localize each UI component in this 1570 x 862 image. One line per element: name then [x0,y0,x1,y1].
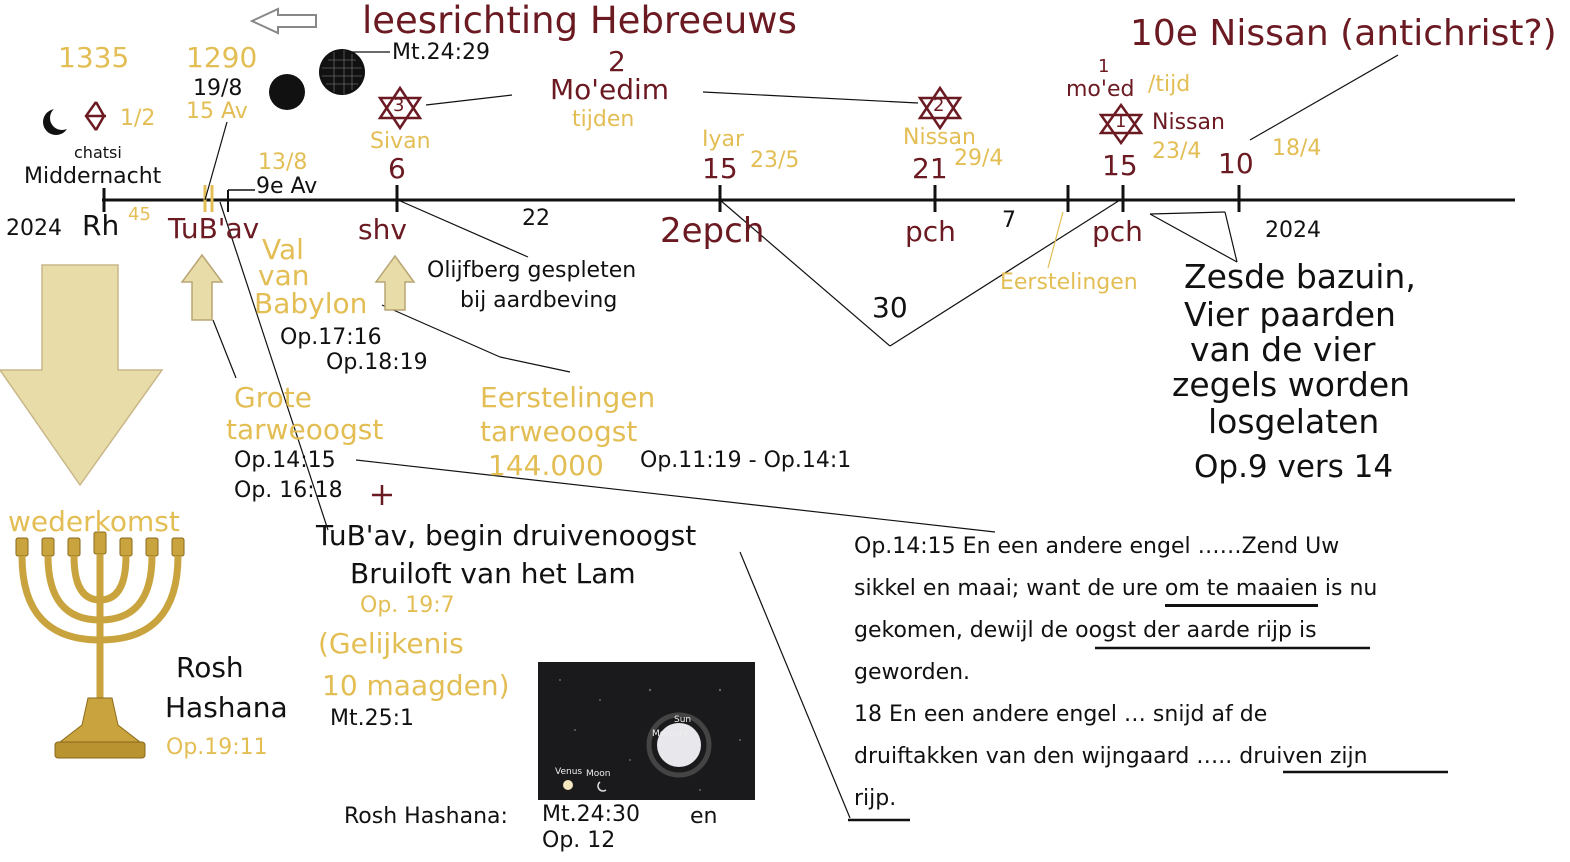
rosh-line2: Hashana [165,691,288,724]
tick-10: 10 [1218,147,1254,180]
zesde-line4: zegels worden [1172,365,1411,404]
olijf-line1: Olijfberg gespleten [427,258,637,283]
reading-direction-title: leesrichting Hebreeuws [362,0,797,42]
rh-label: Rosh Hashana: [344,804,508,829]
tick-15-iyar: 15 [702,152,738,185]
zesde-line5: losgelaten [1208,402,1380,441]
ref-op1911: Op.19:11 [166,735,268,760]
label-en: en [690,804,718,829]
ref-op1415: Op.14:15 [234,448,336,473]
gelijk-line2: 10 maagden) [322,669,510,702]
quote-line4: geworden. [854,660,971,685]
label-tijd: /tijd [1148,72,1191,97]
label-shv: shv [358,213,407,246]
year-left: 2024 [6,216,62,241]
ref-mt2430: Mt.24:30 [542,802,641,827]
label-45: 45 [128,204,151,225]
label-pch-b: pch [1092,215,1143,248]
nissan10-title: 10e Nissan (antichrist?) [1130,13,1557,54]
label-9e-av: 9e Av [256,174,318,199]
quote-line2: sikkel en maai; want de ure om te maaien is nu [854,578,1377,600]
ref-mt251: Mt.25:1 [330,706,415,731]
label-29-4: 29/4 [954,146,1004,171]
label-half: 1/2 [120,106,156,131]
quote-line6: druiftakken van den wijngaard ….. druiven zijn [854,744,1368,769]
menorah-icon [16,532,184,758]
label-tijden: tijden [572,107,635,132]
ref-op1716: Op.17:16 [280,325,382,350]
eerst-line2: tarweoogst [480,415,638,448]
label-rh: Rh [82,209,120,242]
label-7: 7 [1002,208,1016,233]
label-iyar: Iyar [702,127,745,152]
label-144000: 144.000 [488,449,604,482]
tick-21: 21 [912,152,948,185]
label-eerstelingen-small: Eerstelingen [1000,270,1138,295]
gelijk-line1: (Gelijkenis [318,627,464,660]
year-right: 2024 [1265,218,1321,243]
val-line1: Val [262,233,304,266]
label-sivan: Sivan [370,129,431,154]
bruiloft: Bruiloft van het Lam [350,557,636,590]
label-midnight: Middernacht [24,164,162,189]
val-line3: Babylon [254,287,368,320]
sky-venus-label: Venus [555,767,583,777]
star3-number: 3 [393,95,405,116]
star2-number: 2 [933,95,945,116]
ref-op12: Op. 12 [542,828,616,853]
label-1335: 1335 [58,41,130,74]
label-mt2429: Mt.24:29 [392,40,491,65]
zesde-line1: Zesde bazuin, [1184,257,1416,296]
tubav-begin: TuB'av, begin druivenoogst [316,519,697,552]
label-wederkomst: wederkomst [8,505,180,538]
label-nissan-b: Nissan [1152,110,1225,135]
label-moed-num: 1 [1098,56,1110,77]
ref-op1819: Op.18:19 [326,350,428,375]
ref-op197: Op. 19:7 [360,593,455,618]
label-2epch: 2epch [660,211,765,251]
tick-6: 6 [388,152,406,185]
label-chatsi: chatsi [74,143,122,162]
label-19-8: 19/8 [193,76,243,101]
olijf-line2: bij aardbeving [460,288,618,313]
val-line2: van [258,259,310,292]
ref-op914: Op.9 vers 14 [1194,449,1394,485]
sky-sun-label: Sun [674,715,692,725]
eerst-line1: Eerstelingen [480,381,656,414]
label-nissan-a: Nissan [903,125,976,150]
ref-op1618: Op. 16:18 [234,478,343,503]
tick-15-nissan: 15 [1102,149,1138,182]
grote-line1: Grote [234,381,312,414]
label-moedim: Mo'edim [550,73,670,106]
quote-line3: gekomen, dewijl de oogst der aarde rijp is [854,618,1317,643]
label-15av: 15 Av [186,99,248,124]
label-tubav: TuB'av [168,212,260,245]
label-moed: mo'ed [1066,77,1135,102]
grote-line2: tarweoogst [226,413,384,446]
quote-line5: 18 En een andere engel … snijd af de [854,702,1268,727]
zesde-line2: Vier paarden [1184,295,1396,334]
label-23-4: 23/4 [1152,139,1202,164]
label-moedim-num: 2 [608,45,626,78]
quote-line1: Op.14:15 En een andere engel ……Zend Uw [854,534,1340,559]
sky-moon-label: Moon [586,769,611,779]
sky-mercury-label: Mercury [652,729,689,739]
label-1290: 1290 [186,41,258,74]
star1-number: 1 [1115,111,1127,132]
rosh-line1: Rosh [176,651,244,684]
ref-op1119: Op.11:19 - Op.14:1 [640,448,852,473]
label-23-5: 23/5 [750,148,800,173]
label-30: 30 [872,291,908,324]
quote-line7: rijp. [854,786,897,811]
zesde-line3: van de vier [1190,330,1376,369]
label-pch-a: pch [905,215,956,248]
label-18-4: 18/4 [1272,136,1322,161]
label-13-8: 13/8 [258,150,308,175]
label-22: 22 [522,206,550,231]
